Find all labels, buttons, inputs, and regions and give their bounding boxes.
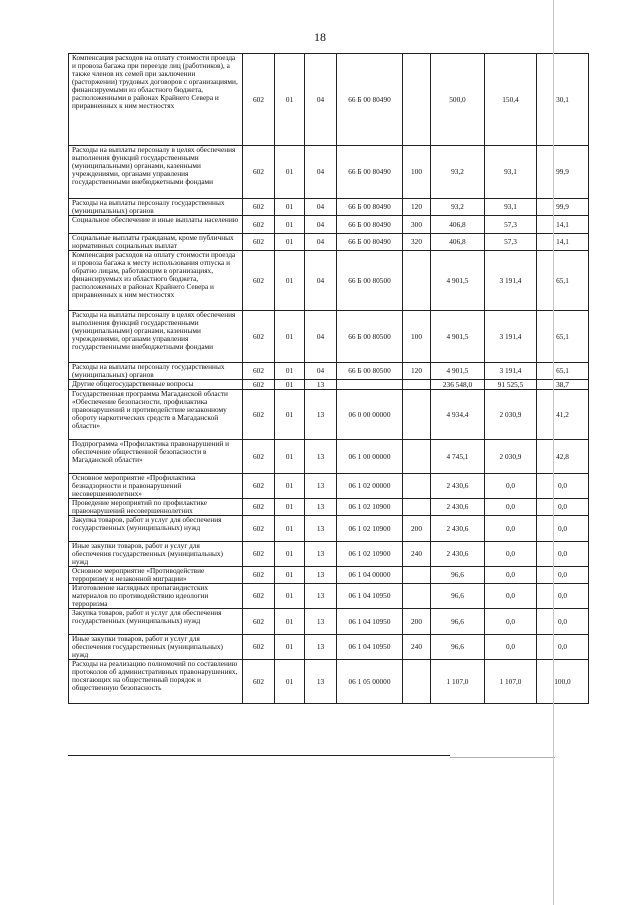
cell-actual-amount: 0,0 xyxy=(485,474,537,499)
cell-actual-amount: 3 191,4 xyxy=(485,311,537,363)
cell-actual-amount: 57,3 xyxy=(485,216,537,234)
cell-name: Расходы на реализацию полномочий по составлению протоколов об административных правонарушениях, посягающих на общественный порядок и общественную безопасность xyxy=(69,660,243,704)
cell-execution-percent: 99,9 xyxy=(537,199,589,216)
cell-subsection: 04 xyxy=(305,199,337,216)
cell-subsection: 13 xyxy=(305,584,337,609)
cell-target-article: 66 Б 00 80500 xyxy=(337,311,403,363)
cell-actual-amount: 1 107,0 xyxy=(485,660,537,704)
cell-execution-percent: 0,0 xyxy=(537,567,589,584)
cell-target-article: 06 1 02 10900 xyxy=(337,542,403,567)
cell-target-article: 06 1 02 10900 xyxy=(337,516,403,542)
cell-subsection: 13 xyxy=(305,660,337,704)
cell-section: 01 xyxy=(275,234,305,251)
cell-planned-amount: 4 901,5 xyxy=(431,251,485,311)
cell-grbs: 602 xyxy=(243,516,275,542)
cell-actual-amount: 93,1 xyxy=(485,199,537,216)
cell-planned-amount: 4 934,4 xyxy=(431,390,485,440)
cell-section: 01 xyxy=(275,609,305,635)
cell-execution-percent: 42,8 xyxy=(537,440,589,474)
cell-name: Основное мероприятие «Профилактика безнадзорности и правонарушений несовершеннолетних» xyxy=(69,474,243,499)
cell-execution-percent: 0,0 xyxy=(537,635,589,660)
cell-actual-amount: 0,0 xyxy=(485,609,537,635)
cell-target-article: 06 1 02 10900 xyxy=(337,499,403,516)
cell-execution-percent: 41,2 xyxy=(537,390,589,440)
cell-planned-amount: 93,2 xyxy=(431,146,485,199)
cell-target-article: 06 1 00 00000 xyxy=(337,440,403,474)
cell-expense-type: 120 xyxy=(403,363,431,380)
cell-name: Другие общегосударственные вопросы xyxy=(69,380,243,390)
cell-grbs: 602 xyxy=(243,311,275,363)
cell-subsection: 13 xyxy=(305,390,337,440)
cell-target-article: 06 1 04 10950 xyxy=(337,584,403,609)
cell-section: 01 xyxy=(275,363,305,380)
cell-name: Расходы на выплаты персоналу государственных (муниципальных) органов xyxy=(69,199,243,216)
cell-target-article: 06 1 02 00000 xyxy=(337,474,403,499)
cell-section: 01 xyxy=(275,251,305,311)
table-row xyxy=(69,146,589,199)
cell-expense-type xyxy=(403,499,431,516)
cell-expense-type: 320 xyxy=(403,234,431,251)
cell-actual-amount: 2 030,9 xyxy=(485,440,537,474)
cell-target-article xyxy=(337,380,403,390)
cell-name: Иные закупки товаров, работ и услуг для обеспечения государственных (муниципальных) нужд xyxy=(69,635,243,660)
cell-expense-type xyxy=(403,567,431,584)
cell-grbs: 602 xyxy=(243,584,275,609)
cell-actual-amount: 3 191,4 xyxy=(485,251,537,311)
cell-subsection: 04 xyxy=(305,311,337,363)
cell-planned-amount: 236 548,0 xyxy=(431,380,485,390)
cell-execution-percent: 30,1 xyxy=(537,54,589,146)
cell-section: 01 xyxy=(275,216,305,234)
cell-grbs: 602 xyxy=(243,363,275,380)
cell-name: Компенсация расходов на оплату стоимости проезда и провоза багажа при переезде лиц (работников), а также членов их семей при заключении (расторжении) трудовых договоров с организациями, финансируемыми из областного бюджета, расположенными в районах Крайнего Севера и приравненных к ним местностях xyxy=(69,54,243,146)
table-row xyxy=(69,390,589,440)
cell-section: 01 xyxy=(275,474,305,499)
cell-subsection: 13 xyxy=(305,440,337,474)
table-row xyxy=(69,311,589,363)
table-row xyxy=(69,584,589,609)
cell-name: Расходы на выплаты персоналу в целях обеспечения выполнения функций государственными (муниципальными) органами, казенными учреждениями, органами управления государственными внебюджетными фондами xyxy=(69,311,243,363)
cell-name: Подпрограмма «Профилактика правонарушений и обеспечение общественной безопасности в Магаданской области» xyxy=(69,440,243,474)
cell-actual-amount: 0,0 xyxy=(485,584,537,609)
cell-actual-amount: 93,1 xyxy=(485,146,537,199)
cell-planned-amount: 406,8 xyxy=(431,216,485,234)
cell-expense-type xyxy=(403,474,431,499)
cell-grbs: 602 xyxy=(243,251,275,311)
cell-expense-type xyxy=(403,251,431,311)
cell-target-article: 66 Б 00 80500 xyxy=(337,251,403,311)
cell-expense-type xyxy=(403,390,431,440)
cell-grbs: 602 xyxy=(243,440,275,474)
cell-subsection: 13 xyxy=(305,609,337,635)
cell-execution-percent: 100,0 xyxy=(537,660,589,704)
cell-planned-amount: 96,6 xyxy=(431,567,485,584)
cell-actual-amount: 91 525,5 xyxy=(485,380,537,390)
cell-grbs: 602 xyxy=(243,660,275,704)
cell-target-article: 06 1 04 10950 xyxy=(337,635,403,660)
cell-grbs: 602 xyxy=(243,499,275,516)
cell-actual-amount: 0,0 xyxy=(485,542,537,567)
table-row xyxy=(69,567,589,584)
cell-grbs: 602 xyxy=(243,635,275,660)
cell-expense-type: 200 xyxy=(403,516,431,542)
cell-actual-amount: 0,0 xyxy=(485,567,537,584)
cell-planned-amount: 2 430,6 xyxy=(431,474,485,499)
cell-name: Компенсация расходов на оплату стоимости проезда и провоза багажа к месту использования отпуска и обратно лицам, работающим в организациях, финансируемых из областного бюджета, расположенных в районах Крайнего Севера и приравненных к ним местностях xyxy=(69,251,243,311)
cell-name: Социальные выплаты гражданам, кроме публичных нормативных социальных выплат xyxy=(69,234,243,251)
cell-subsection: 04 xyxy=(305,251,337,311)
cell-expense-type: 300 xyxy=(403,216,431,234)
footer-rule xyxy=(68,755,450,756)
cell-name: Расходы на выплаты персоналу в целях обеспечения выполнения функций государственными (муниципальными) органами, казенными учреждениями, органами управления государственными внебюджетными фондами xyxy=(69,146,243,199)
cell-planned-amount: 96,6 xyxy=(431,584,485,609)
cell-actual-amount: 57,3 xyxy=(485,234,537,251)
cell-execution-percent: 65,1 xyxy=(537,363,589,380)
cell-expense-type xyxy=(403,380,431,390)
cell-planned-amount: 96,6 xyxy=(431,635,485,660)
cell-subsection: 13 xyxy=(305,542,337,567)
table-row xyxy=(69,380,589,390)
cell-target-article: 66 Б 00 80490 xyxy=(337,216,403,234)
table-row xyxy=(69,474,589,499)
cell-section: 01 xyxy=(275,440,305,474)
table-row xyxy=(69,499,589,516)
cell-section: 01 xyxy=(275,311,305,363)
cell-execution-percent: 0,0 xyxy=(537,499,589,516)
cell-section: 01 xyxy=(275,542,305,567)
footer-rule-faint xyxy=(450,757,555,758)
table-row xyxy=(69,516,589,542)
cell-planned-amount: 2 430,6 xyxy=(431,516,485,542)
scan-edge-line xyxy=(553,0,554,905)
budget-table-container xyxy=(68,53,588,704)
cell-subsection: 04 xyxy=(305,146,337,199)
cell-grbs: 602 xyxy=(243,216,275,234)
cell-name: Закупка товаров, работ и услуг для обеспечения государственных (муниципальных) нужд xyxy=(69,609,243,635)
page-number: 18 xyxy=(314,30,326,44)
cell-actual-amount: 0,0 xyxy=(485,635,537,660)
cell-target-article: 06 1 04 00000 xyxy=(337,567,403,584)
cell-name: Проведение мероприятий по профилактике правонарушений несовершеннолетних xyxy=(69,499,243,516)
cell-name: Государственная программа Магаданской области «Обеспечение безопасности, профилактика правонарушений и противодействие незаконному обороту наркотических средств в Магаданской области» xyxy=(69,390,243,440)
cell-execution-percent: 0,0 xyxy=(537,609,589,635)
cell-expense-type xyxy=(403,440,431,474)
cell-actual-amount: 0,0 xyxy=(485,516,537,542)
budget-execution-table xyxy=(68,53,589,704)
cell-expense-type: 100 xyxy=(403,146,431,199)
table-body xyxy=(69,54,589,704)
cell-planned-amount: 500,0 xyxy=(431,54,485,146)
table-row xyxy=(69,216,589,234)
cell-expense-type: 240 xyxy=(403,542,431,567)
cell-execution-percent: 0,0 xyxy=(537,474,589,499)
cell-subsection: 13 xyxy=(305,516,337,542)
table-row xyxy=(69,635,589,660)
table-row xyxy=(69,542,589,567)
cell-name: Основное мероприятие «Противодействие терроризму и незаконной миграции» xyxy=(69,567,243,584)
cell-name: Иные закупки товаров, работ и услуг для обеспечения государственных (муниципальных) нужд xyxy=(69,542,243,567)
cell-grbs: 602 xyxy=(243,199,275,216)
cell-section: 01 xyxy=(275,380,305,390)
cell-expense-type: 120 xyxy=(403,199,431,216)
table-row xyxy=(69,660,589,704)
cell-target-article: 06 0 00 00000 xyxy=(337,390,403,440)
cell-execution-percent: 0,0 xyxy=(537,584,589,609)
cell-actual-amount: 150,4 xyxy=(485,54,537,146)
cell-section: 01 xyxy=(275,199,305,216)
cell-grbs: 602 xyxy=(243,609,275,635)
cell-target-article: 66 Б 00 80490 xyxy=(337,234,403,251)
cell-section: 01 xyxy=(275,499,305,516)
cell-name: Расходы на выплаты персоналу государственных (муниципальных) органов xyxy=(69,363,243,380)
cell-target-article: 66 Б 00 80500 xyxy=(337,363,403,380)
cell-section: 01 xyxy=(275,146,305,199)
cell-subsection: 04 xyxy=(305,216,337,234)
cell-name: Изготовление наглядных пропагандистских материалов по противодействию идеологии терроризма xyxy=(69,584,243,609)
cell-expense-type xyxy=(403,660,431,704)
cell-execution-percent: 14,1 xyxy=(537,216,589,234)
cell-actual-amount: 0,0 xyxy=(485,499,537,516)
cell-subsection: 04 xyxy=(305,234,337,251)
cell-section: 01 xyxy=(275,516,305,542)
cell-expense-type xyxy=(403,54,431,146)
cell-section: 01 xyxy=(275,584,305,609)
table-row xyxy=(69,609,589,635)
cell-expense-type: 240 xyxy=(403,635,431,660)
cell-section: 01 xyxy=(275,635,305,660)
cell-target-article: 06 1 05 00000 xyxy=(337,660,403,704)
cell-planned-amount: 93,2 xyxy=(431,199,485,216)
cell-planned-amount: 2 430,6 xyxy=(431,542,485,567)
table-row xyxy=(69,251,589,311)
cell-grbs: 602 xyxy=(243,474,275,499)
cell-grbs: 602 xyxy=(243,542,275,567)
cell-section: 01 xyxy=(275,54,305,146)
cell-grbs: 602 xyxy=(243,380,275,390)
cell-execution-percent: 14,1 xyxy=(537,234,589,251)
cell-planned-amount: 4 745,1 xyxy=(431,440,485,474)
cell-execution-percent: 65,1 xyxy=(537,311,589,363)
cell-expense-type: 200 xyxy=(403,609,431,635)
cell-actual-amount: 3 191,4 xyxy=(485,363,537,380)
cell-subsection: 04 xyxy=(305,363,337,380)
cell-name: Социальное обеспечение и иные выплаты населению xyxy=(69,216,243,234)
cell-grbs: 602 xyxy=(243,390,275,440)
cell-expense-type: 100 xyxy=(403,311,431,363)
cell-actual-amount: 2 030,9 xyxy=(485,390,537,440)
table-row xyxy=(69,440,589,474)
cell-grbs: 602 xyxy=(243,234,275,251)
cell-target-article: 66 Б 00 80490 xyxy=(337,199,403,216)
cell-planned-amount: 406,8 xyxy=(431,234,485,251)
table-row xyxy=(69,54,589,146)
cell-subsection: 13 xyxy=(305,567,337,584)
table-row xyxy=(69,199,589,216)
cell-subsection: 13 xyxy=(305,499,337,516)
cell-section: 01 xyxy=(275,660,305,704)
cell-subsection: 13 xyxy=(305,635,337,660)
cell-planned-amount: 4 901,5 xyxy=(431,311,485,363)
cell-execution-percent: 0,0 xyxy=(537,542,589,567)
cell-grbs: 602 xyxy=(243,54,275,146)
cell-planned-amount: 96,6 xyxy=(431,609,485,635)
cell-section: 01 xyxy=(275,567,305,584)
table-row xyxy=(69,363,589,380)
cell-target-article: 06 1 04 10950 xyxy=(337,609,403,635)
cell-grbs: 602 xyxy=(243,567,275,584)
cell-section: 01 xyxy=(275,390,305,440)
cell-execution-percent: 99,9 xyxy=(537,146,589,199)
cell-subsection: 13 xyxy=(305,380,337,390)
cell-expense-type xyxy=(403,584,431,609)
table-row xyxy=(69,234,589,251)
cell-planned-amount: 4 901,5 xyxy=(431,363,485,380)
cell-execution-percent: 0,0 xyxy=(537,516,589,542)
cell-planned-amount: 2 430,6 xyxy=(431,499,485,516)
cell-target-article: 66 Б 00 80490 xyxy=(337,54,403,146)
cell-planned-amount: 1 107,0 xyxy=(431,660,485,704)
cell-grbs: 602 xyxy=(243,146,275,199)
cell-execution-percent: 38,7 xyxy=(537,380,589,390)
cell-target-article: 66 Б 00 80490 xyxy=(337,146,403,199)
cell-execution-percent: 65,1 xyxy=(537,251,589,311)
cell-subsection: 04 xyxy=(305,54,337,146)
cell-name: Закупка товаров, работ и услуг для обеспечения государственных (муниципальных) нужд xyxy=(69,516,243,542)
cell-subsection: 13 xyxy=(305,474,337,499)
